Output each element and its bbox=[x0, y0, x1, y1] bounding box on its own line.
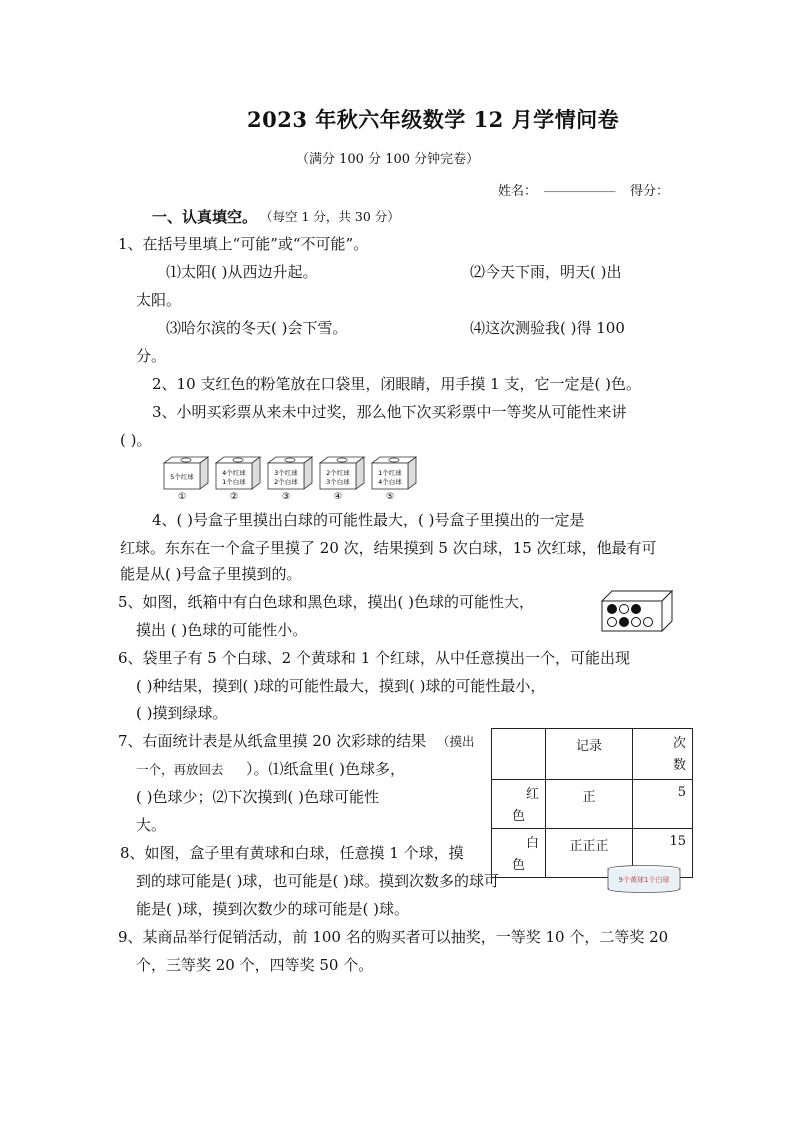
box-5-number: ⑤ bbox=[385, 492, 395, 501]
q7-line-2-note: 一个，再放回去 bbox=[136, 762, 224, 777]
name-blank[interactable]: ___________ bbox=[544, 178, 616, 193]
page-title: 2023 年秋六年级数学 12 月学情问卷 bbox=[247, 107, 620, 132]
q1-item-2-cont: 太阳。 bbox=[136, 291, 182, 309]
row-color-1: 白 bbox=[525, 836, 539, 851]
q1-item-3: ⑶哈尔滨的冬天( )会下雪。 bbox=[166, 319, 348, 337]
row-count: 15 bbox=[669, 834, 686, 849]
q4-line-1: 4、( )号盒子里摸出白球的可能性最大，( )号盒子里摸出的一定是 bbox=[152, 511, 585, 529]
stat-table bbox=[491, 728, 693, 878]
box-3-number: ③ bbox=[281, 492, 291, 501]
row-color-cell bbox=[492, 780, 546, 829]
black-ball bbox=[632, 605, 641, 614]
header-corner-cell bbox=[492, 729, 546, 780]
row-count-cell bbox=[633, 780, 693, 829]
row-color-1: 红 bbox=[525, 787, 539, 802]
box-2 bbox=[216, 457, 260, 501]
q7-line-3: ( )色球少；⑵下次摸到( )色球可能性 bbox=[136, 788, 379, 806]
white-ball bbox=[644, 618, 653, 627]
row-color-2: 色 bbox=[512, 809, 526, 824]
black-ball bbox=[608, 605, 617, 614]
q4-line-3: 能是从( )号盒子里摸到的。 bbox=[120, 565, 302, 583]
table-row bbox=[492, 780, 693, 829]
q1-stem: 1、在括号里填上“可能”或“不可能”。 bbox=[118, 235, 369, 253]
q3-line-1: 3、小明买彩票从来未中过奖，那么他下次买彩票中一等奖从可能性来讲 bbox=[152, 403, 627, 421]
q1-item-2: ⑵今天下雨，明天( )出 bbox=[470, 263, 622, 281]
box-2-number: ② bbox=[229, 492, 239, 501]
box-1 bbox=[164, 457, 208, 501]
header-count-cell bbox=[633, 729, 693, 780]
q9-line-1: 9、某商品举行促销活动，前 100 名的购买者可以抽奖，一等奖 10 个，二等奖 20 bbox=[118, 928, 669, 946]
white-ball bbox=[632, 618, 641, 627]
header-record-cell bbox=[546, 729, 633, 780]
q3-line-2: ( )。 bbox=[120, 431, 152, 449]
q6-line-3: ( )摸到绿球。 bbox=[136, 704, 228, 722]
q2-text: 2、10 支红色的粉笔放在口袋里，闭眼睛，用手摸 1 支，它一定是( )色。 bbox=[152, 375, 641, 393]
q7-line-2: ）。⑴纸盒里( )色球多， bbox=[246, 760, 405, 778]
q4-line-2: 红球。东东在一个盒子里摸了 20 次，结果摸到 5 次白球，15 次红球，他最有可 bbox=[120, 539, 657, 557]
q1-item-1: ⑴太阳( )从西边升起。 bbox=[166, 263, 318, 281]
box-5 bbox=[372, 457, 416, 501]
box-5-label-1: 1个红球 bbox=[378, 469, 402, 477]
box-4-label-2: 3个白球 bbox=[326, 478, 350, 486]
name-label: 姓名： bbox=[498, 184, 538, 199]
table-header-row bbox=[492, 729, 693, 780]
row-record: 正正正 bbox=[569, 839, 609, 854]
header-count-1: 次 bbox=[672, 736, 686, 751]
q7-line-4: 大。 bbox=[136, 816, 167, 834]
ball-boxes-figure bbox=[160, 455, 422, 501]
box-4-label-1: 2个红球 bbox=[326, 469, 350, 477]
q1-item-4: ⑷这次测验我( )得 100 bbox=[470, 319, 625, 337]
row-count: 5 bbox=[677, 785, 686, 800]
cylinder-label: 9个黄球1个白球 bbox=[618, 876, 670, 884]
q5-line-2: 摸出 ( )色球的可能性小。 bbox=[136, 621, 308, 639]
white-ball bbox=[608, 618, 617, 627]
q5-line-1: 5、如图，纸箱中有白色球和黑色球，摸出( )色球的可能性大， bbox=[118, 593, 535, 611]
section-heading: 一、认真填空。 bbox=[152, 208, 258, 226]
q1-item-4-cont: 分。 bbox=[136, 347, 167, 365]
score-label: 得分： bbox=[630, 184, 670, 199]
q6-line-2: ( )种结果，摸到( )球的可能性最大，摸到( )球的可能性最小， bbox=[136, 677, 546, 695]
page-subtitle: （满分 100 分 100 分钟完卷） bbox=[296, 152, 480, 167]
q8-line-3: 能是( )球，摸到次数少的球可能是( )球。 bbox=[136, 900, 409, 918]
header-record: 记录 bbox=[575, 739, 602, 754]
q7-line-1-note: （摸出 bbox=[437, 734, 475, 749]
white-ball bbox=[620, 605, 629, 614]
box-4 bbox=[320, 457, 364, 501]
box-2-label-2: 1个白球 bbox=[222, 478, 246, 486]
row-record-cell bbox=[546, 780, 633, 829]
black-ball bbox=[620, 618, 629, 627]
q8-line-2: 到的球可能是( )球，也可能是( )球。摸到次数多的球可 bbox=[136, 872, 499, 890]
box-1-number: ① bbox=[177, 492, 187, 501]
row-record: 正 bbox=[582, 790, 596, 805]
box-1-label-1: 5个红球 bbox=[170, 473, 194, 481]
box-3-label-1: 3个红球 bbox=[274, 469, 298, 477]
ball-cylinder-figure bbox=[606, 864, 682, 894]
section-note: （每空 1 分，共 30 分） bbox=[260, 209, 400, 224]
box-3 bbox=[268, 457, 312, 501]
box-4-number: ④ bbox=[333, 492, 343, 501]
box-3-label-2: 2个白球 bbox=[274, 478, 298, 486]
ball-carton-figure bbox=[600, 589, 674, 633]
box-5-label-2: 4个白球 bbox=[378, 478, 402, 486]
row-color-cell bbox=[492, 829, 546, 878]
q8-line-1: 8、如图，盒子里有黄球和白球，任意摸 1 个球，摸 bbox=[120, 844, 464, 862]
q9-line-2: 个，三等奖 20 个，四等奖 50 个。 bbox=[136, 956, 374, 974]
row-color-2: 色 bbox=[512, 858, 526, 873]
box-2-label-1: 4个红球 bbox=[222, 469, 246, 477]
q7-line-1: 7、右面统计表是从纸盒里摸 20 次彩球的结果 bbox=[118, 732, 427, 750]
q6-line-1: 6、袋里子有 5 个白球、2 个黄球和 1 个红球，从中任意摸出一个，可能出现 bbox=[118, 649, 631, 667]
header-count-2: 数 bbox=[672, 758, 686, 773]
